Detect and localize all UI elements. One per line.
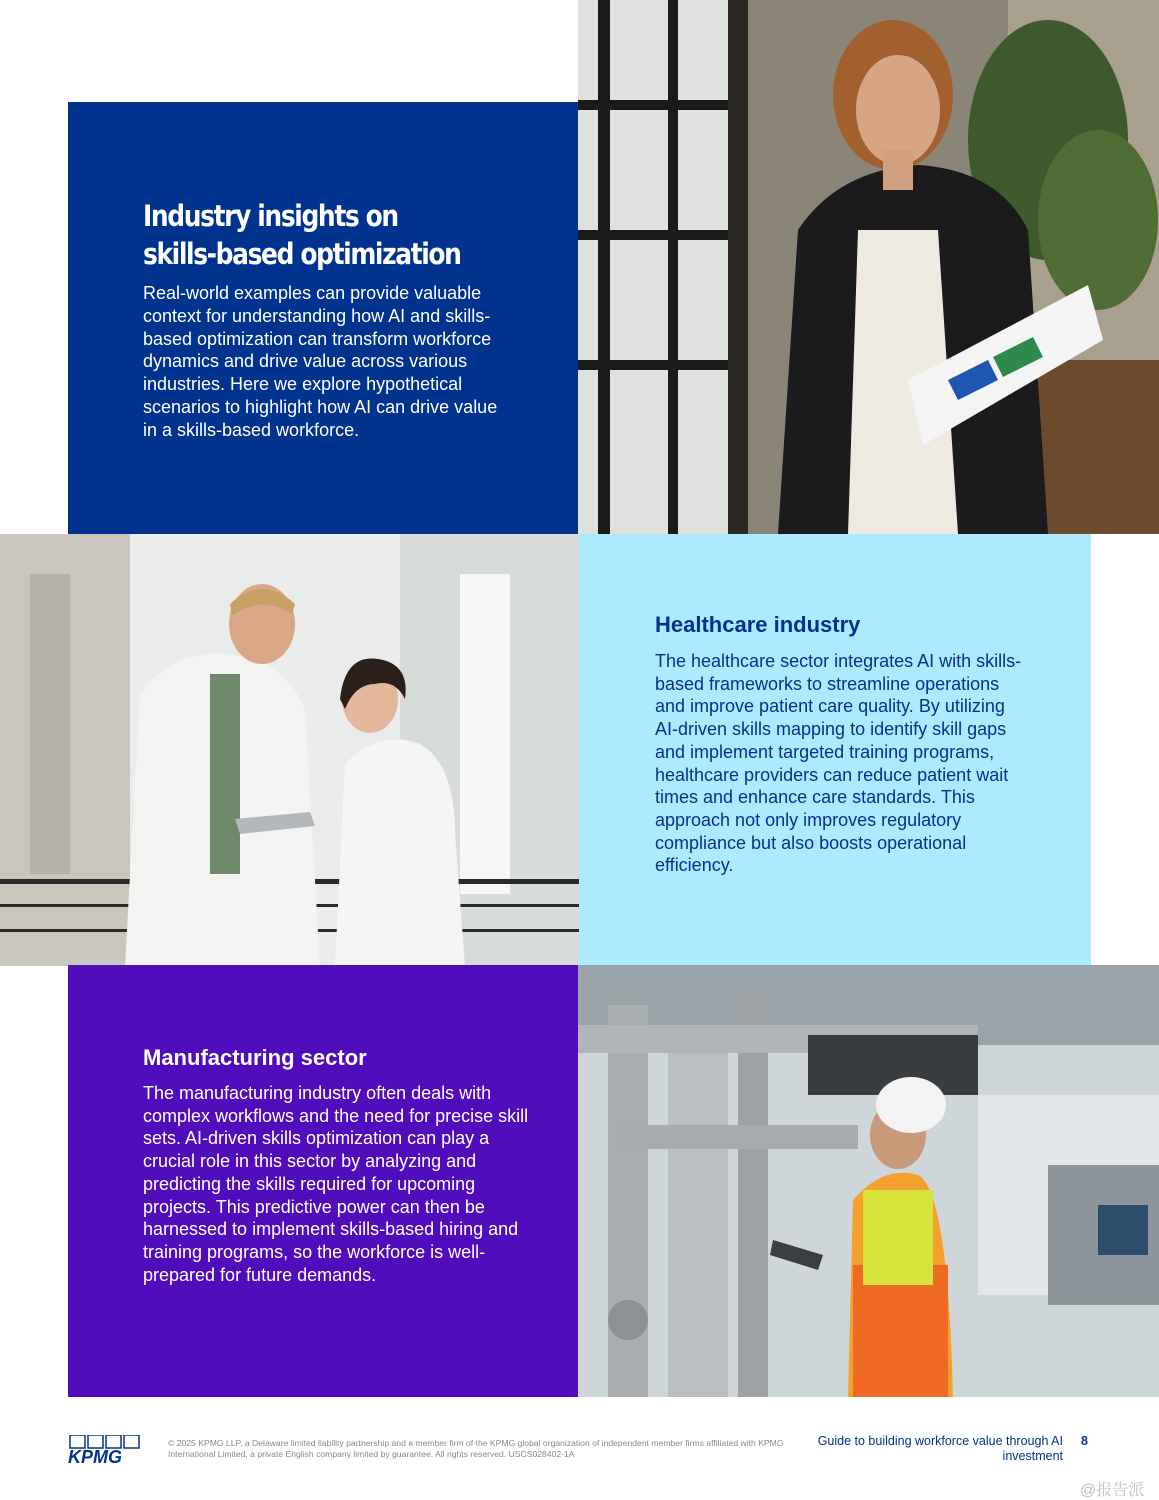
healthcare-heading: Healthcare industry bbox=[655, 612, 861, 637]
manufacturing-body: The manufacturing industry often deals with complex workflows and the need for precise skill sets. AI-driven skills optimization can play a crucial role in this sector by analyzing and predicting the skills required for upcoming projects. This predictive power can then be harnessed to implement skills-based hiring and training programs, so the workforce is well-prepared for future demands. bbox=[143, 1083, 529, 1285]
page-number: 8 bbox=[1081, 1434, 1088, 1448]
photo-doctors-with-tablet bbox=[0, 534, 579, 966]
manufacturing-heading: Manufacturing sector bbox=[143, 1045, 367, 1070]
intro-panel bbox=[68, 102, 578, 534]
intro-body: Real-world examples can provide valuable context for understanding how AI and skills-based optimization can transform workforce dynamics and drive value across various industries. Here we explore hypothetical scenarios to highlight how AI can drive value in a skills-based workforce. bbox=[143, 283, 498, 440]
photo-businesswoman-with-report bbox=[578, 0, 1159, 534]
kpmg-logo-text: KPMG bbox=[68, 1447, 122, 1465]
manufacturing-panel bbox=[68, 965, 578, 1397]
watermark: @报告派 bbox=[1080, 1482, 1145, 1499]
kpmg-logo bbox=[68, 1435, 140, 1465]
page-title: Industry insights on skills-based optimization bbox=[143, 199, 461, 271]
document-title-footer: Guide to building workforce value through AI investment bbox=[817, 1434, 1063, 1463]
copyright-notice: © 2025 KPMG LLP, a Delaware limited liability partnership and a member firm of the KPMG global organization of independent member firms affiliated with KPMG International Limited, a private English company limited by guarantee. All rights reserved. USCS028402-1A bbox=[168, 1438, 784, 1459]
healthcare-body: The healthcare sector integrates AI with skills-based frameworks to streamline operations and improve patient care quality. By utilizing AI-driven skills mapping to identify skill gaps and implement targeted training programs, healthcare providers can reduce patient wait times and enhance care standards. This approach not only improves regulatory compliance but also boosts operational efficiency. bbox=[655, 651, 1022, 876]
healthcare-panel bbox=[579, 534, 1091, 966]
photo-engineer-industrial-plant bbox=[578, 965, 1159, 1397]
